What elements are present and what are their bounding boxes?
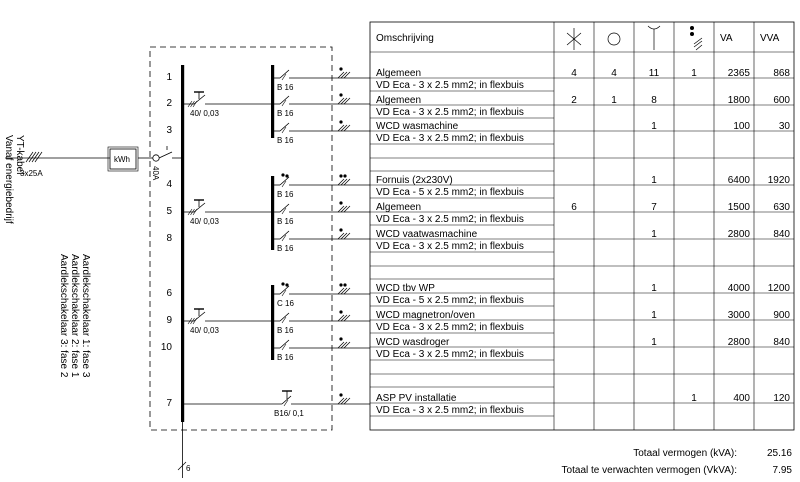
circuit-group: [166, 120, 370, 145]
phase-note-2: Aardlekschakelaar 2: fase 1: [69, 254, 80, 378]
total-value: 25.16: [766, 448, 792, 459]
row-description: WCD magnetron/oven: [376, 310, 475, 321]
row-cable: VD Eca - 3 x 2.5 mm2; in flexbuis: [376, 241, 524, 252]
table-row: [376, 310, 790, 333]
row-va: 100: [733, 121, 750, 132]
breaker-label: B 16: [277, 136, 294, 145]
row-count: 1: [651, 229, 657, 240]
group-number: 2: [166, 98, 172, 109]
row-description: Fornuis (2x230V): [376, 175, 453, 186]
row-cable: VD Eca - 3 x 2.5 mm2; in flexbuis: [376, 349, 524, 360]
circuit-group: [166, 228, 370, 253]
header-description: Omschrijving: [376, 33, 434, 44]
group-number: 9: [166, 315, 172, 326]
row-cable: VD Eca - 3 x 2.5 mm2; in flexbuis: [376, 80, 524, 91]
row-cable: VD Eca - 3 x 2.5 mm2; in flexbuis: [376, 214, 524, 225]
row-description: Algemeen: [376, 95, 422, 106]
row-count: 1: [651, 121, 657, 132]
table-row: [376, 175, 790, 198]
rcd-label: 40/ 0,03: [190, 217, 219, 226]
row-count: 1: [611, 95, 617, 106]
rcd-busbar: [271, 176, 274, 250]
socket-outlet-icon: [690, 26, 702, 50]
table-row: [376, 393, 790, 416]
row-cable: VD Eca - 3 x 2.5 mm2; in flexbuis: [376, 322, 524, 333]
total-label: Totaal vermogen (kVA):: [633, 448, 737, 459]
circuit-table: [370, 22, 794, 430]
supply-cable-type: YT-kabel: [14, 135, 25, 175]
totals: [562, 448, 793, 476]
row-description: WCD wasdroger: [376, 337, 450, 348]
group-number: 3: [166, 125, 172, 136]
row-count: 7: [651, 202, 657, 213]
row-vva: 868: [773, 68, 790, 79]
table-row: [376, 283, 790, 306]
row-cable: VD Eca - 5 x 2.5 mm2; in flexbuis: [376, 295, 524, 306]
breaker-label: B 16: [277, 326, 294, 335]
main-fuse-label: 3x25A: [20, 169, 43, 178]
expected-value: 7.95: [772, 465, 792, 476]
row-vva: 120: [773, 393, 790, 404]
pendant-lamp-icon: [648, 26, 660, 50]
row-va: 2800: [727, 229, 750, 240]
row-va: 1500: [727, 202, 750, 213]
group-number: 5: [166, 206, 172, 217]
group-number: 7: [166, 398, 172, 409]
rcd-switch: [184, 200, 271, 215]
supply-cable-label: Vanaf energiebedrijf: [3, 135, 14, 224]
table-row: [376, 337, 790, 360]
group-number: 6: [166, 288, 172, 299]
table-row: [376, 229, 790, 252]
kwh-meter-label: kWh: [114, 155, 130, 164]
row-count: 8: [651, 95, 657, 106]
main-busbar: [181, 65, 184, 422]
row-description: Algemeen: [376, 202, 422, 213]
row-vva: 1200: [767, 283, 790, 294]
phase-note-3: Aardlekschakelaar 3: fase 2: [58, 254, 69, 378]
lamp-cross-icon: [567, 28, 581, 50]
lamp-circle-icon: [608, 33, 620, 45]
circuit-group: [166, 391, 370, 418]
phase-notes: [58, 254, 91, 378]
table-row: [376, 202, 790, 225]
header-vva: VVA: [760, 33, 780, 44]
row-va: 2365: [727, 68, 750, 79]
row-cable: VD Eca - 3 x 2.5 mm2; in flexbuis: [376, 133, 524, 144]
row-description: ASP PV installatie: [376, 393, 457, 404]
main-switch-label: 40A: [151, 166, 160, 181]
row-count: 1: [651, 337, 657, 348]
table-row: [376, 95, 790, 118]
rcd-switch: [184, 92, 271, 107]
row-count: 1: [651, 310, 657, 321]
row-count: 4: [611, 68, 617, 79]
group-number: 8: [166, 233, 172, 244]
group-number: 1: [166, 72, 172, 83]
breaker-label: B 16: [277, 190, 294, 199]
row-vva: 840: [773, 337, 790, 348]
breaker-label: B 16: [277, 217, 294, 226]
row-description: WCD tbv WP: [376, 283, 435, 294]
row-va: 400: [733, 393, 750, 404]
expected-label: Totaal te verwachten vermogen (VkVA):: [561, 465, 737, 476]
group-number: 4: [166, 179, 172, 190]
phase-note-1: Aardlekschakelaar 1: fase 3: [80, 254, 91, 378]
breaker-label: B16/ 0,1: [274, 409, 304, 418]
table-row: [376, 121, 790, 144]
row-vva: 900: [773, 310, 790, 321]
outgoing-cable-number: 6: [186, 464, 191, 473]
circuit-groups: [161, 65, 370, 418]
row-count: 1: [651, 283, 657, 294]
row-count: 1: [691, 393, 697, 404]
circuit-group: [166, 173, 370, 199]
row-vva: 630: [773, 202, 790, 213]
circuit-group: [161, 337, 370, 362]
row-cable: VD Eca - 3 x 2.5 mm2; in flexbuis: [376, 405, 524, 416]
row-va: 2800: [727, 337, 750, 348]
row-vva: 1920: [767, 175, 790, 186]
rcd-label: 40/ 0,03: [190, 326, 219, 335]
row-va: 4000: [727, 283, 750, 294]
main-switch: [153, 146, 182, 161]
header-va: VA: [720, 33, 733, 44]
row-cable: VD Eca - 3 x 2.5 mm2; in flexbuis: [376, 107, 524, 118]
row-vva: 600: [773, 95, 790, 106]
row-count: 11: [648, 68, 660, 79]
row-cable: VD Eca - 5 x 2.5 mm2; in flexbuis: [376, 187, 524, 198]
distribution-board-outline: [150, 47, 332, 430]
breaker-label: B 16: [277, 83, 294, 92]
row-description: Algemeen: [376, 68, 422, 79]
circuit-group: [166, 67, 370, 92]
row-vva: 840: [773, 229, 790, 240]
rcd-busbar: [271, 65, 274, 138]
row-va: 6400: [727, 175, 750, 186]
breaker-label: C 16: [277, 299, 294, 308]
rcd-label: 40/ 0,03: [190, 109, 219, 118]
breaker-label: B 16: [277, 353, 294, 362]
row-description: WCD vaatwasmachine: [376, 229, 478, 240]
row-va: 1800: [727, 95, 750, 106]
rcd-switch: [184, 309, 271, 324]
circuit-group: [166, 282, 370, 308]
breaker-label: B 16: [277, 109, 294, 118]
breaker-label: B 16: [277, 244, 294, 253]
group-number: 10: [160, 342, 172, 353]
row-count: 2: [571, 95, 577, 106]
row-vva: 30: [778, 121, 790, 132]
row-count: 1: [651, 175, 657, 186]
row-description: WCD wasmachine: [376, 121, 459, 132]
table-row: [376, 68, 790, 91]
row-count: 6: [571, 202, 577, 213]
row-count: 1: [691, 68, 697, 79]
row-count: 4: [571, 68, 577, 79]
row-va: 3000: [727, 310, 750, 321]
rcd-busbar: [271, 285, 274, 360]
